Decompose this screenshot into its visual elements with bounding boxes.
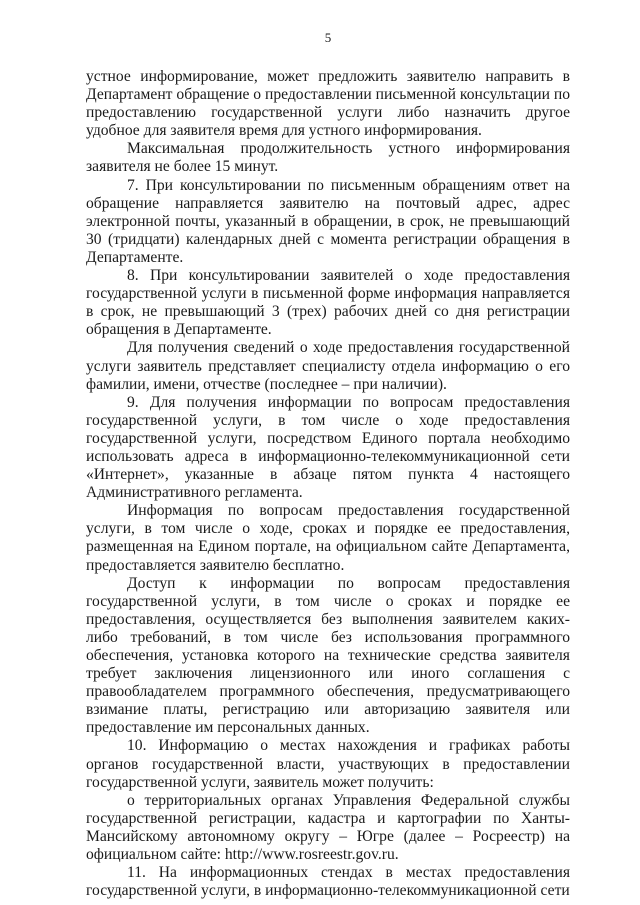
- paragraph-item-10: 10. Информацию о местах нахождения и графиках работы органов государственной власти, участвующих в предоставлении государственной услуги, заявитель может получить:: [86, 737, 570, 791]
- paragraph-item-9: 9. Для получения информации по вопросам предоставления государственной услуги, в том числе о ходе предоставления государственной услуги, посредством Единого портала необходимо использовать адреса в информационно-телекоммуникационной сети «Интернет», указанные в абзаце пятом пункта 4 настоящего Административного регламента.: [86, 393, 570, 502]
- paragraph-rosreestr: о территориальных органах Управления Федеральной службы государственной регистрации, кадастра и картографии по Ханты-Мансийскому автономному округу – Югре (далее – Росреестр) на официальном сайте: http://www.rosreestr.gov.ru.: [86, 791, 570, 864]
- paragraph-max-duration: Максимальная продолжительность устного информирования заявителя не более 15 минут.: [86, 140, 570, 176]
- paragraph-item-7: 7. При консультировании по письменным обращениям ответ на обращение направляется заявителю на почтовый адрес, адрес электронной почты, указанный в обращении, в срок, не превышающий 30 (тридцати) календарных дней с момента регистрации обращения в Департаменте.: [86, 176, 570, 266]
- page-number: 5: [324, 30, 332, 45]
- paragraph-continuation: устное информирование, может предложить заявителю направить в Департамент обращение о предоставлении письменной консультации по предоставлению государственной услуги либо назначить другое удобное для заявителя время для устного информирования.: [86, 68, 570, 140]
- paragraph-item-11: 11. На информационных стендах в местах предоставления государственной услуги, в информационно-телекоммуникационной сети: [86, 864, 570, 900]
- document-body: [86, 68, 570, 900]
- paragraph-item-8: 8. При консультировании заявителей о ходе предоставления государственной услуги в письменной форме информация направляется в срок, не превышающий 3 (трех) рабочих дней со дня регистрации обращения в Департаменте.: [86, 267, 570, 339]
- paragraph-progress-info: Для получения сведений о ходе предоставления государственной услуги заявитель представляет специалисту отдела информацию о его фамилии, имени, отчестве (последнее – при наличии).: [86, 339, 570, 393]
- paragraph-free-info: Информация по вопросам предоставления государственной услуги, в том числе о ходе, сроках и порядке ее предоставления, размещенная на Едином портале, на официальном сайте Департамента, предоставляется заявителю бесплатно.: [86, 502, 570, 574]
- paragraph-access-info: Доступ к информации по вопросам предоставления государственной услуги, в том числе о сроках и порядке ее предоставления, осуществляется без выполнения заявителем каких-либо требований, в том числе без использования программного обеспечения, установка которого на технические средства заявителя требует заключения лицензионного или иного соглашения с правообладателем программного обеспечения, предусматривающего взимание платы, регистрацию или авторизацию заявителя или предоставление им персональных данных.: [86, 574, 570, 737]
